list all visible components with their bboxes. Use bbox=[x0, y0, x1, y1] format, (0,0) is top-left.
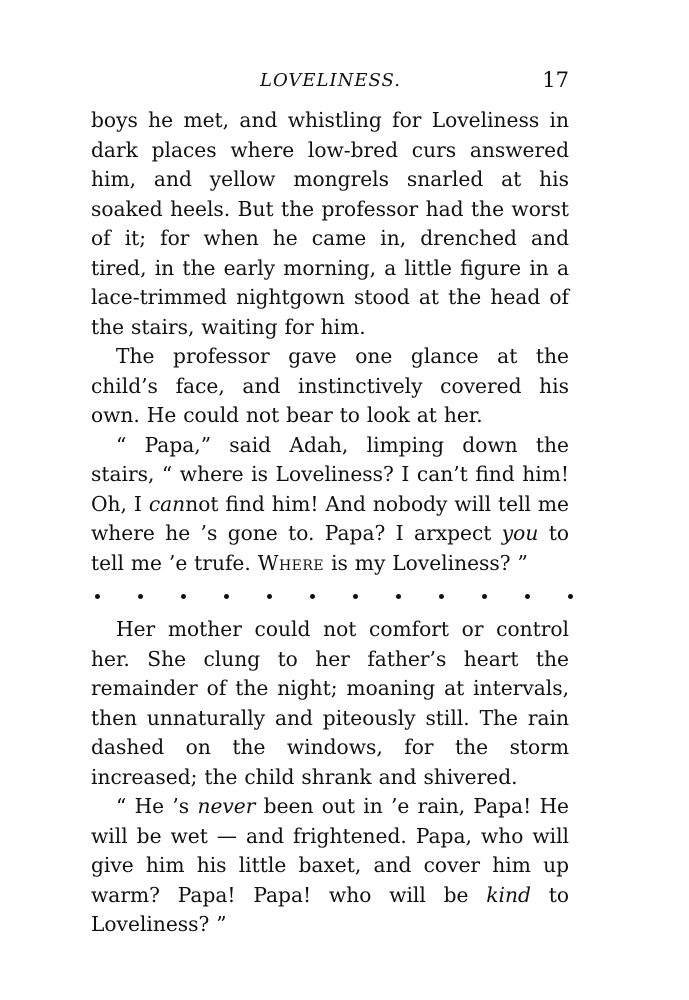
divider-dot bbox=[525, 594, 530, 599]
emphasis-can: can bbox=[148, 491, 186, 516]
divider-dot bbox=[310, 594, 315, 599]
paragraph-2: The professor gave one glance at the child’s face, and instinctively covered his own. He could not bear to look at her. bbox=[91, 344, 569, 427]
paragraph-3-text: “ Papa,” said Adah, limping down the stairs, “ where is Loveliness? I can’t find him! Oh, I bbox=[91, 432, 569, 516]
paragraph-5-text: to Loveliness? ” bbox=[91, 882, 569, 936]
book-page bbox=[91, 60, 569, 940]
paragraph-5-text: been out in ’e rain, Papa! He will be wet — and frightened. Papa, who will give him his little baxet, and cover him up warm? Papa! Papa! who will be bbox=[91, 794, 569, 907]
divider-dot bbox=[95, 594, 100, 599]
paragraph-3-text: to tell me ’e trufe. bbox=[91, 521, 569, 575]
emphasis-kind: kind bbox=[486, 882, 531, 907]
paragraph-4: Her mother could not comfort or control her. She clung to her father’s heart the remainder of the night; moaning at intervals, then unnaturally and piteously still. The rain dashed on the windows, for the storm increased; the child shrank and shivered. bbox=[91, 617, 569, 789]
divider-dot bbox=[181, 594, 186, 599]
divider-dot bbox=[439, 594, 444, 599]
page-number: 17 bbox=[542, 68, 569, 92]
divider-dot bbox=[224, 594, 229, 599]
paragraph-1: boys he met, and whistling for Loveliness in dark places where low-bred curs answered him, and yellow mongrels snarled at his soaked heels. But the professor had the worst of it; for when he came in, drenched and tired, in the early morning, a little figure in a lace-trimmed nightgown stood at the head of the stairs, waiting for him. bbox=[91, 108, 569, 339]
divider-dot bbox=[568, 594, 573, 599]
paragraph-3-text: is my Loveliness? ” bbox=[324, 550, 528, 575]
small-caps-where: Where bbox=[257, 550, 325, 575]
paragraph-5-text: “ He ’s bbox=[116, 794, 198, 818]
emphasis-never: never bbox=[197, 794, 256, 818]
running-head: LOVELINESS. bbox=[260, 70, 401, 91]
divider-dot bbox=[138, 594, 143, 599]
section-divider bbox=[95, 578, 573, 615]
divider-dot bbox=[396, 594, 401, 599]
emphasis-you: you bbox=[501, 521, 539, 545]
page-header bbox=[91, 60, 569, 106]
divider-dot bbox=[353, 594, 358, 599]
paragraph-3-text: not find him! And nobody will tell me where he ’s gone to. Papa? I arxpect bbox=[91, 491, 569, 545]
paragraph-5 bbox=[91, 792, 569, 940]
divider-dot bbox=[267, 594, 272, 599]
divider-dot bbox=[482, 594, 487, 599]
paragraph-3 bbox=[91, 431, 569, 579]
